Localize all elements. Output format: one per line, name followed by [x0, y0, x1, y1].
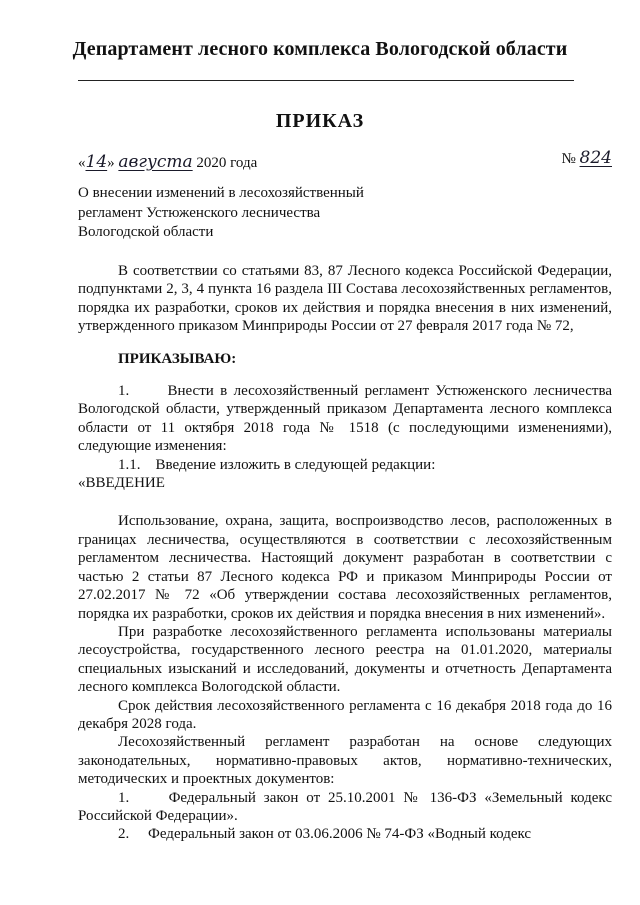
order-directive: ПРИКАЗЫВАЮ: [118, 350, 237, 367]
document-body [78, 262, 612, 844]
item-1: 1. Внести в лесохозяйственный регламент Устюженского лесничества Вологодской области, утвержденный приказом Департамента лесного комплекса области от 11 октября 2018 года № 1518 (с последующими изменениями), следующие изменения: [78, 383, 612, 455]
body-paragraph: При разработке лесохозяйственного регламента использованы материалы лесоустройства, государственного лесного реестра на 01.01.2020, материалы специальных изысканий и исследований, документы и отчетность Департамента лесного комплекса Вологодской области. [78, 623, 612, 696]
header-divider [78, 80, 574, 81]
order-number [561, 148, 612, 168]
preamble-paragraph: В соответствии со статьями 83, 87 Лесного кодекса Российской Федерации, подпунктами 2, 3, 4 пункта 16 раздела III Состава лесохозяйственных регламентов, порядка их разработки, сроков их действия и порядка внесения в них изменений, утвержденного приказом Минприроды России от 27 февраля 2017 года № 72, [78, 263, 612, 335]
date-day-handwritten: 14 [85, 152, 108, 172]
number-handwritten: 824 [579, 148, 612, 168]
spacer [78, 492, 612, 512]
date-close-quote: » [107, 155, 115, 171]
introduction-heading: «ВВЕДЕНИЕ [78, 475, 165, 492]
subject-line: регламент Устюженского лесничества [78, 204, 321, 221]
body-paragraph: Лесохозяйственный регламент разработан на основе следующих законодательных, нормативно-правовых актов, нормативно-технических, методических и проектных документов: [78, 734, 612, 788]
date-open-quote: « [78, 155, 86, 171]
body-paragraph: Срок действия лесохозяйственного регламента с 16 декабря 2018 года до 16 декабря 2028 года. [78, 697, 612, 732]
order-subject [78, 184, 418, 243]
date-number-line [78, 148, 612, 174]
document-title: ПРИКАЗ [275, 110, 365, 132]
number-prefix: № [561, 151, 576, 167]
date-year: 2020 года [196, 155, 258, 171]
department-name: Департамент лесного комплекса Вологодской области [72, 38, 568, 60]
item-1-1: 1.1. Введение изложить в следующей редакции: [118, 456, 436, 473]
body-paragraph: Использование, охрана, защита, воспроизводство лесов, расположенных в границах лесничества, осуществляются в соответствии с лесохозяйственным регламентом лесничества. Настоящий документ разработан в соответствии с частью 2 статьи 87 Лесного кодекса РФ и приказом Минприроды России от 27.02.2017 № 72 «Об утверждении состава лесохозяйственных регламентов, порядка их разработки, сроков их действия и порядка внесения в них изменений». [78, 513, 612, 622]
date-month-handwritten: августа [118, 152, 193, 172]
subject-line: Вологодской области [78, 224, 214, 240]
law-list-item: 2. Федеральный закон от 03.06.2006 № 74-ФЗ «Водный кодекс [118, 826, 532, 843]
order-date [78, 152, 257, 172]
law-list-item: 1. Федеральный закон от 25.10.2001 № 136-ФЗ «Земельный кодекс Российской Федерации». [78, 789, 612, 824]
subject-line: О внесении изменений в лесохозяйственный [78, 185, 364, 201]
